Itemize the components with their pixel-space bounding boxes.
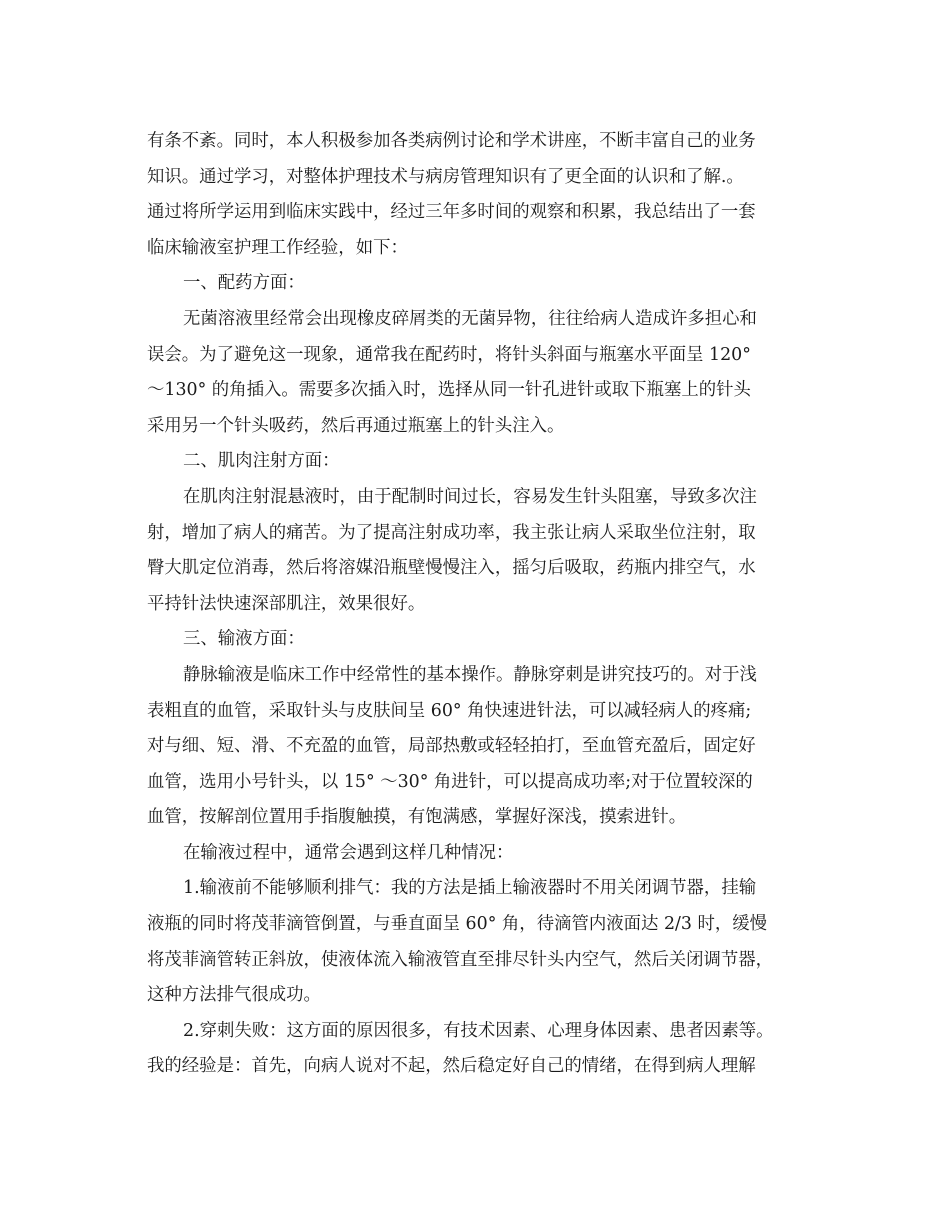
text-line: 三、输液方面：	[183, 629, 305, 650]
text-line: 有条不紊。同时，本人积极参加各类病例讨论和学术讲座，不断丰富自己的业务	[147, 131, 756, 151]
text-line: 在肌肉注射混悬液时，由于配制时间过长，容易发生针头阻塞，导致多次注	[183, 486, 757, 507]
document-body	[147, 124, 827, 1085]
text-line: 在输液过程中，通常会遇到这样几种情况：	[183, 842, 514, 863]
text-line: 我的经验是：首先，向病人说对不起，然后稳定好自己的情绪，在得到病人理解	[147, 1056, 756, 1077]
text-line: 采用另一个针头吸药，然后再通过瓶塞上的针头注入。	[147, 415, 565, 436]
text-line: 射，增加了病人的痛苦。为了提高注射成功率，我主张让病人采取坐位注射，取	[147, 522, 756, 543]
text-line: 静脉输液是临床工作中经常性的基本操作。静脉穿刺是讲究技巧的。对于浅	[183, 664, 757, 685]
text-line: 一、配药方面：	[183, 273, 305, 294]
text-line: 血管，按解剖位置用手指腹触摸，有饱满感，掌握好深浅，摸索进针。	[147, 807, 687, 828]
text-line: 2.穿刺失败：这方面的原因很多，有技术因素、心理身体因素、患者因素等。	[183, 1020, 774, 1041]
text-line: 1.输液前不能够顺利排气：我的方法是插上输液器时不用关闭调节器，挂输	[183, 878, 757, 899]
text-line: ～130° 的角插入。需要多次插入时，选择从同一针孔进针或取下瓶塞上的针头	[147, 380, 751, 401]
text-line: 临床输液室护理工作经验，如下：	[147, 237, 408, 258]
text-line: 平持针法快速深部肌注，效果很好。	[147, 593, 426, 614]
text-line: 液瓶的同时将茂菲滴管倒置，与垂直面呈 60° 角，待滴管内液面达 2/3 时，缓慢	[147, 914, 768, 935]
text-line: 血管，选用小号针头，以 15° ～30° 角进针，可以提高成功率;对于位置较深的	[147, 771, 753, 792]
text-line: 无菌溶液里经常会出现橡皮碎屑类的无菌异物，往往给病人造成许多担心和	[183, 308, 757, 329]
text-line: 对与细、短、滑、不充盈的血管，局部热敷或轻轻拍打，至血管充盈后，固定好	[147, 736, 756, 757]
text-line: 误会。为了避免这一现象，通常我在配药时，将针头斜面与瓶塞水平面呈 120°	[147, 344, 751, 365]
text-line: 这种方法排气很成功。	[147, 985, 321, 1006]
text-line: 将茂菲滴管转正斜放，使液体流入输液管直至排尽针头内空气，然后关闭调节器，	[147, 949, 774, 970]
text-line: 表粗直的血管，采取针头与皮肤间呈 60° 角快速进针法，可以减轻病人的疼痛;	[147, 700, 752, 721]
text-line: 臀大肌定位消毒，然后将溶媒沿瓶壁慢慢注入，摇匀后吸取，药瓶内排空气，水	[147, 558, 756, 579]
text-line: 二、肌肉注射方面：	[183, 451, 340, 472]
text-line: 知识。通过学习，对整体护理技术与病房管理知识有了更全面的认识和了解.。	[147, 166, 744, 187]
text-line: 通过将所学运用到临床实践中，经过三年多时间的观察和积累，我总结出了一套	[147, 202, 756, 223]
